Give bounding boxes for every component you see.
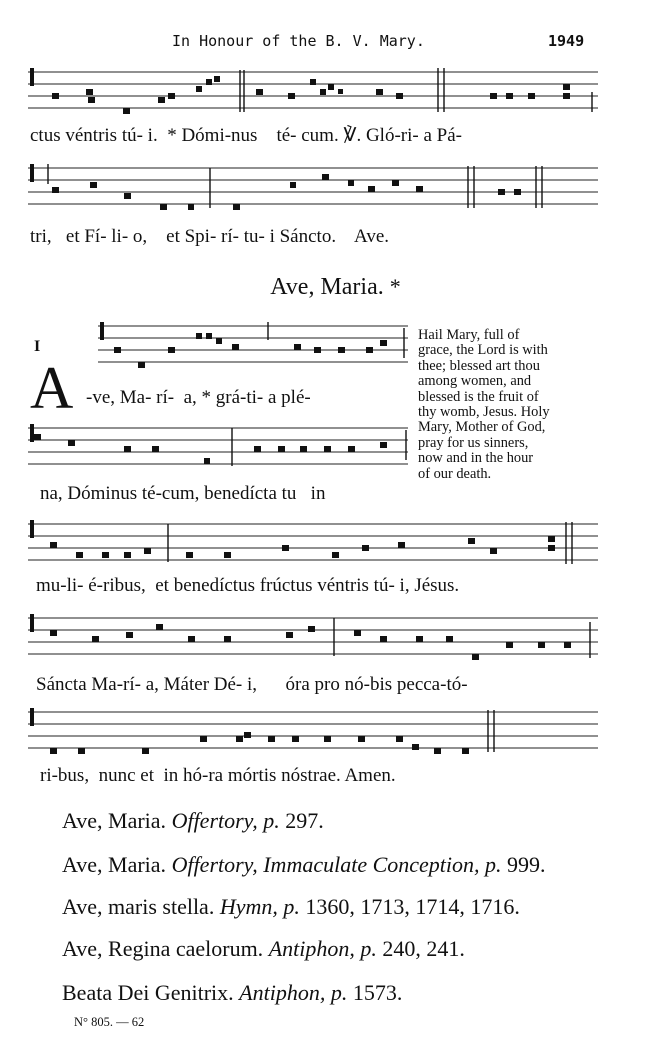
mode-number: I: [34, 338, 41, 355]
chant-staff: [28, 420, 410, 476]
lyric-line: na, Dóminus té-cum, benedícta tu in: [40, 483, 326, 504]
running-title: In Honour of the B. V. Mary.: [172, 32, 425, 50]
page-number: 1949: [548, 32, 585, 50]
reference-title: Ave, Regina caelorum.: [62, 936, 264, 961]
reference-detail: Antiphon, p.: [268, 936, 377, 961]
reference-pages: 1360, 1713, 1714, 1716.: [305, 894, 520, 919]
reference-detail: Offertory, Immaculate Conception, p.: [171, 852, 502, 877]
asterisk-mark: *: [389, 274, 401, 299]
reference-entry: [62, 980, 402, 1006]
lyric-line: -ve, Ma- rí- a, * grá-ti- a plé-: [86, 387, 311, 408]
reference-entry: [62, 852, 546, 878]
chant-staff: [28, 64, 598, 120]
print-code: N° 805. — 62: [74, 1015, 145, 1029]
translation-line: Mary, Mother of God,: [418, 419, 546, 436]
english-translation: [418, 328, 594, 482]
reference-title: Ave, Maria.: [62, 852, 167, 877]
reference-pages: 297.: [285, 808, 324, 833]
initial-letter: A: [30, 355, 74, 421]
lyric-line: tri, et Fí- li- o, et Spi- rí- tu- i Sáncto. Ave.: [30, 226, 390, 247]
reference-title: Ave, maris stella.: [62, 894, 215, 919]
chant-staff: [28, 610, 598, 666]
reference-entry: [62, 936, 465, 962]
translation-line: thy womb, Jesus. Holy: [418, 404, 550, 421]
lyric-line: ctus véntris tú- i. * Dómi-nus té- cum. ℣. Gló-ri- a Pá-: [30, 125, 462, 146]
reference-detail: Offertory, p.: [171, 808, 280, 833]
reference-pages: 240, 241.: [382, 936, 465, 961]
translation-line: blessed is the fruit of: [418, 388, 539, 405]
reference-pages: 1573.: [352, 980, 403, 1005]
lyric-line: mu-li- é-ribus, et benedíctus frúctus véntris tú- i, Jésus.: [36, 575, 460, 596]
reference-detail: Hymn, p.: [219, 894, 300, 919]
translation-line: among women, and: [418, 373, 532, 390]
chant-staff: [28, 160, 598, 220]
translation-line: now and in the hour: [418, 450, 534, 467]
reference-entry: [62, 808, 324, 834]
reference-pages: 999.: [507, 852, 546, 877]
chant-staff: [28, 704, 598, 760]
chant-staff: [98, 318, 410, 374]
translation-line: pray for us sinners,: [418, 434, 529, 451]
running-header: [0, 32, 671, 54]
reference-entry: [62, 894, 520, 920]
chant-title-text: Ave, Maria.: [270, 274, 384, 300]
translation-line: thee; blessed art thou: [418, 357, 540, 374]
chant-title: [0, 274, 671, 301]
translation-line: grace, the Lord is with: [418, 342, 548, 359]
translation-line: of our death.: [418, 465, 492, 482]
reference-title: Beata Dei Genitrix.: [62, 980, 234, 1005]
lyric-line: Sáncta Ma-rí- a, Máter Dé- i, óra pro nó-bis pecca-tó-: [36, 674, 468, 695]
reference-title: Ave, Maria.: [62, 808, 167, 833]
chant-staff: [28, 516, 598, 572]
lyric-line: ri-bus, nunc et in hó-ra mórtis nóstrae. Amen.: [40, 765, 396, 786]
translation-line: Hail Mary, full of: [418, 327, 520, 343]
reference-detail: Antiphon, p.: [239, 980, 348, 1005]
